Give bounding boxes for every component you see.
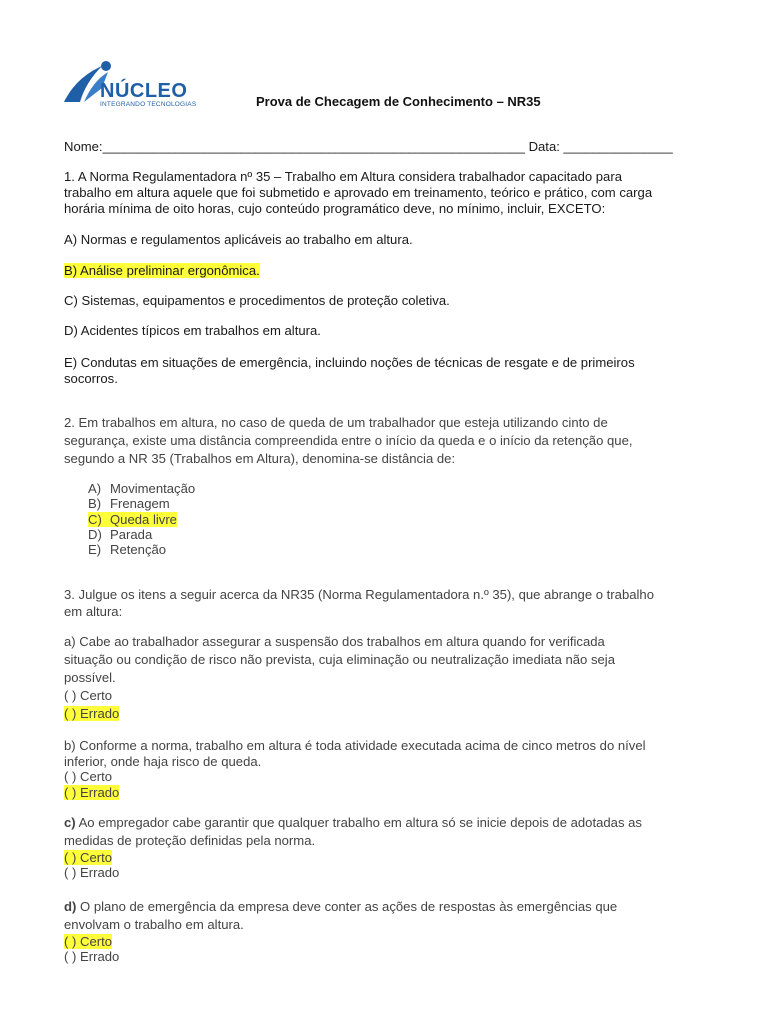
q3b-text-line-1: b) Conforme a norma, trabalho em altura é toda atividade executada acima de cinco metros do nível [64,738,646,753]
q2-option-e: E) Retenção [88,542,167,557]
q1-option-c: C) Sistemas, equipamentos e procedimentos de proteção coletiva. [64,293,450,308]
q3a-text-line-3: possível. [64,670,116,685]
q3d-text-line-2: envolvam o trabalho em altura. [64,917,244,932]
q3a-text-line-2: situação ou condição de risco não prevista, cuja eliminação ou neutralização imediata não seja [64,652,615,667]
q3a-option-errado-highlighted: ( ) Errado [64,706,120,721]
q3a-option-certo: ( ) Certo [64,688,113,703]
q3d-option-certo-highlighted: ( ) Certo [64,934,113,949]
q2-option-b: B) Frenagem [88,496,170,511]
q3c-option-errado: ( ) Errado [64,865,120,880]
logo-tagline: INTEGRANDO TECNOLOGIAS [100,101,197,108]
q3-text-line-2: em altura: [64,604,123,619]
q2-option-d: D) Parada [88,527,153,542]
q1-option-b-highlighted: B) Análise preliminar ergonômica. [64,263,260,278]
q1-option-a: A) Normas e regulamentos aplicáveis ao trabalho em altura. [64,232,413,247]
q3b-option-errado-highlighted: ( ) Errado [64,785,120,800]
q3a-text-line-1: a) Cabe ao trabalhador assegurar a suspensão dos trabalhos em altura quando for verificada [64,634,605,649]
q1-text-line-1: 1. A Norma Regulamentadora nº 35 – Trabalho em Altura considera trabalhador capacitado para [64,169,622,184]
q2-text-line-2: segurança, existe uma distância compreendida entre o início da queda e o início da retenção que, [64,433,633,448]
document-title: Prova de Checagem de Conhecimento – NR35 [256,94,541,109]
q3c-option-certo-highlighted: ( ) Certo [64,850,113,865]
q1-text-line-3: horária mínima de oito horas, cujo conteúdo programático deve, no mínimo, incluir, EXCETO: [64,201,606,216]
q2-option-a: A) Movimentação [88,481,196,496]
q3d-text-line-1: d) O plano de emergência da empresa deve conter as ações de respostas às emergências que [64,899,618,914]
logo-name: NÚCLEO [100,80,188,102]
q1-text-line-2: trabalho em altura aquele que foi submetido e aprovado em treinamento, teórico e prático, com carga [64,185,653,200]
q3b-option-certo: ( ) Certo [64,769,113,784]
q3d-option-errado: ( ) Errado [64,949,120,964]
q3-text-line-1: 3. Julgue os itens a seguir acerca da NR35 (Norma Regulamentadora n.º 35), que abrange o trabalho [64,587,654,602]
name-date-line: Nome:__________________________________________________________ Data: _______________ [64,139,673,154]
q3c-text-line-2: medidas de proteção definidas pela norma. [64,833,316,848]
q1-option-e-line-2: socorros. [64,371,118,386]
q2-option-c-highlighted: C) Queda livre [88,512,177,527]
q3b-text-line-2: inferior, onde haja risco de queda. [64,754,262,769]
q1-option-e-line-1: E) Condutas em situações de emergência, incluindo noções de técnicas de resgate e de primeiros [64,355,635,370]
q3c-text-line-1: c) Ao empregador cabe garantir que qualquer trabalho em altura só se inicie depois de adotadas as [64,815,642,830]
q1-option-d: D) Acidentes típicos em trabalhos em altura. [64,323,321,338]
q2-text-line-1: 2. Em trabalhos em altura, no caso de queda de um trabalhador que esteja utilizando cinto de [64,415,608,430]
q2-text-line-3: segundo a NR 35 (Trabalhos em Altura), denomina-se distância de: [64,451,456,466]
